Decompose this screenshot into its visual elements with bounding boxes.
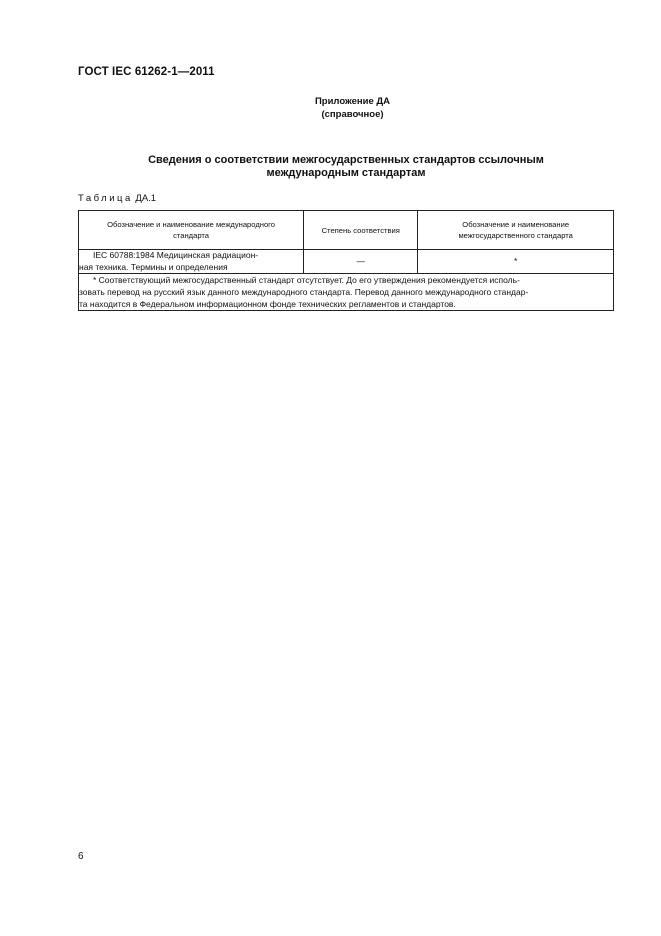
header-interstate-standard (418, 211, 614, 250)
header-degree-of-conformity: Степень соответствия (304, 211, 418, 250)
cell-interstate-standard: * (418, 250, 614, 274)
appendix-subtitle: (справочное) (321, 109, 384, 120)
section-title-line-1: Сведения о соответствии межгосударственных стандартов ссылочным (148, 154, 544, 166)
cell-international-standard (79, 250, 304, 274)
cell-name-line2: ная техника. Термины и определения (79, 261, 228, 272)
table-header-row (79, 211, 614, 250)
table-footnote (79, 274, 614, 311)
section-title (78, 154, 614, 180)
footnote-line1: * Соответствующий межгосударственный стандарт отсутствует. До его утверждения рекомендуется исполь- (93, 275, 520, 285)
table-caption (78, 193, 156, 204)
table-footnote-row (79, 274, 614, 311)
header-col3-line2: межгосударственного стандарта (458, 231, 573, 240)
cell-degree: — (304, 250, 418, 274)
table-caption-id: ДА.1 (135, 193, 157, 204)
correspondence-table (78, 210, 614, 311)
header-col1-line1: Обозначение и наименование международного (107, 220, 276, 229)
header-international-standard (79, 211, 304, 250)
page-number: 6 (78, 851, 84, 862)
header-col1-line2: стандарта (173, 231, 210, 240)
footnote-line2: зовать перевод на русский язык данного международного стандарта. Перевод данного международного стандар- (79, 287, 529, 297)
cell-name-line1: IEC 60788:1984 Медицинская радиацион- (93, 250, 259, 260)
section-title-line-2: международным стандартам (266, 167, 426, 179)
document-code-header: ГОСТ IEC 61262-1—2011 (78, 66, 215, 78)
footnote-line3: та находится в Федеральном информационном фонде технических регламентов и стандартов. (79, 299, 456, 309)
table-row (79, 250, 614, 274)
table-caption-word: Таблица (78, 193, 133, 204)
header-col3-line1: Обозначение и наименование (462, 220, 570, 229)
appendix-title: Приложение ДА (314, 96, 391, 107)
appendix-heading (0, 95, 661, 121)
